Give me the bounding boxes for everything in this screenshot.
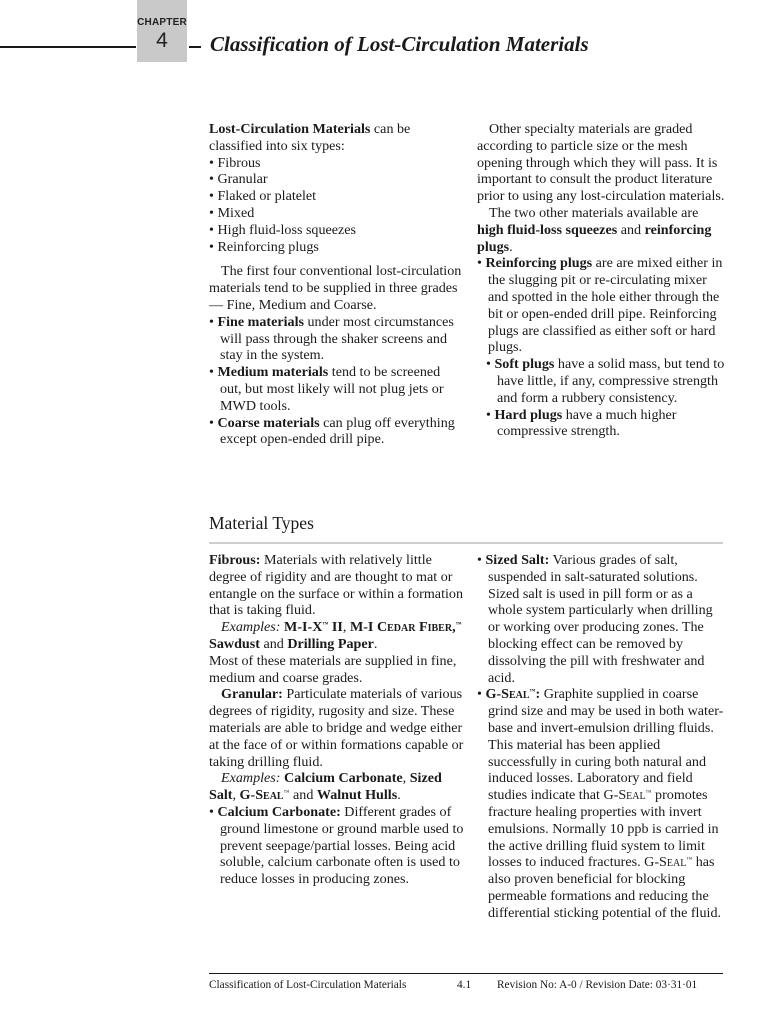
hard-plugs-item: • Hard plugs have a much higher compressive strength.: [486, 406, 677, 440]
revision-info: Revision No: A-0 / Revision Date: 03·31·01: [497, 979, 698, 991]
header-rule: [0, 46, 136, 48]
calcium-carbonate-item: • Calcium Carbonate: Different grades of ground limestone or ground marble used to prevent seepage/partial losses. Being acid soluble, calcium carbonate often is used to reduce losses in producing zones.: [209, 803, 464, 888]
types-left-column: [209, 552, 465, 888]
footer-title: Classification of Lost-Circulation Materials: [209, 979, 407, 991]
section-title: Material Types: [209, 513, 314, 533]
type-list-item: • High fluid-loss squeezes: [209, 221, 357, 238]
grade-list-item: • Coarse materials can plug off everything except open-ended drill pipe.: [209, 414, 455, 448]
g-seal-item: • G-Seal™: Graphite supplied in coarse grind size and may be used in both water-base and invert-emulsion drilling fluids. This material has been applied successfully in curing both natural and induced losses. Laboratory and field studies indicate that G-Seal™ promotes fracture healing properties with invert emulsions. Normally 10 ppb is carried in the active drilling fluid system to limit losses to induced fractures. G-Seal™ has also proven beneficial for blocking permeable formations and reducing the differential sticking potential of the fluid.: [477, 686, 724, 921]
grade-list-item: • Medium materials tend to be screened out, but most likely will not plug jets or MWD tools.: [209, 364, 444, 414]
section-rule: [209, 542, 723, 544]
sized-salt-item: • Sized Salt: Various grades of salt, suspended in salt-saturated solutions. Sized salt is used in pill form or as a whole system particularly when drilling or working over producing zones. The blocking effect can be removed by dissolving the pill with freshwater and acid.: [477, 552, 713, 686]
type-list-item: • Fibrous: [209, 154, 261, 171]
specialty-paragraph: Other specialty materials are graded according to particle size or the mesh opening through which they will pass. It is important to consult the product literature prior to using any lost-circulation materials.: [477, 121, 725, 205]
intro-paragraph: Lost-Circulation Materials can be classified into six types:: [209, 121, 411, 154]
page-number: 4.1: [457, 979, 472, 991]
chapter-number: 4: [156, 29, 168, 52]
grades-paragraph: The first four conventional lost-circulation materials tend to be supplied in three grades — Fine, Medium and Coarse.: [209, 263, 462, 313]
chapter-tab: [137, 0, 187, 62]
reinforcing-plugs-item: • Reinforcing plugs are are mixed either in the slugging pit or re-circulating mixer and spotted in the hole either through the bit or open-ended drill pipe. Reinforcing plugs are classified as either soft or hard plugs.: [477, 255, 723, 356]
types-right-column: [477, 552, 725, 922]
chapter-title: Classification of Lost-Circulation Materials: [210, 32, 589, 56]
intro-left-column: [209, 121, 465, 448]
supply-paragraph: Most of these materials are supplied in fine, medium and coarse grades.: [209, 652, 457, 686]
grade-list-item: • Fine materials under most circumstances will pass through the shaker screens and stay in the system.: [209, 313, 454, 364]
title-dash: [189, 46, 201, 48]
type-list-item: • Mixed: [209, 204, 255, 221]
type-list-item: • Granular: [209, 171, 268, 188]
type-list-item: • Flaked or platelet: [209, 188, 317, 205]
soft-plugs-item: • Soft plugs have a solid mass, but tend to have little, if any, compressive strength and form a rubbery consistency.: [486, 356, 725, 406]
intro-right-column: [477, 121, 725, 440]
granular-paragraph: Granular: Particulate materials of various degrees of rigidity, rugosity and size. These materials are able to bridge and wedge either at the face of or within formations capable or taking drilling fluid.: [209, 686, 464, 770]
fibrous-examples: Examples: M-I-X™ II, M-I Cedar Fiber,™ Sawdust and Drilling Paper.: [209, 619, 462, 652]
chapter-label: CHAPTER: [137, 17, 187, 28]
footer-rule: [209, 973, 723, 974]
type-list-item: • Reinforcing plugs: [209, 238, 319, 255]
fibrous-paragraph: Fibrous: Materials with relatively little degree of rigidity and are thought to mat or entangle on the surface or within a formation that is taking fluid.: [209, 552, 463, 619]
other-materials-paragraph: The two other materials available are high fluid-loss squeezes and reinforcing plugs.: [477, 204, 712, 255]
granular-examples: Examples: Calcium Carbonate, Sized Salt, G-Seal™ and Walnut Hulls.: [209, 770, 442, 804]
